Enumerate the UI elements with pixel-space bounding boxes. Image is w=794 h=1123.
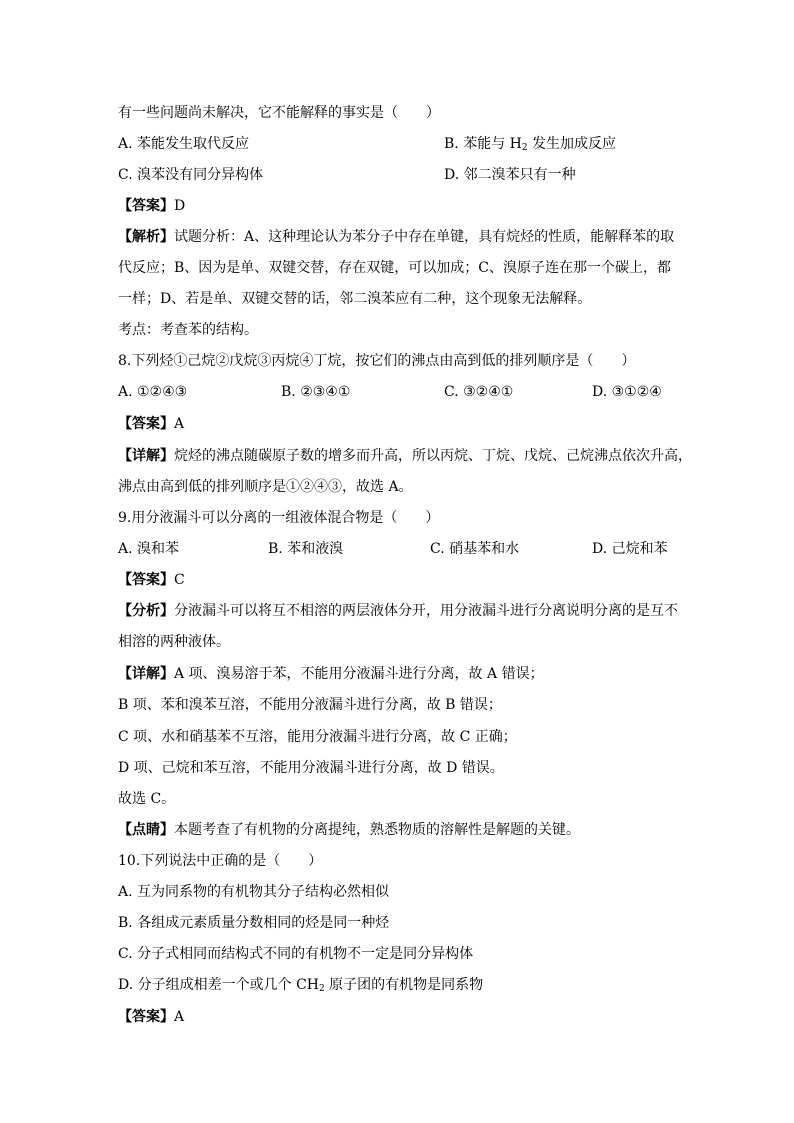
answer-tag: 【答案】 [118,416,174,432]
q9-detail-line-3: C 项、水和硝基苯不互溶，能用分液漏斗进行分离，故 C 正确； [118,729,517,745]
q7-option-a: A. 苯能发生取代反应 [118,136,250,152]
q8-option-a: A. ①②④③ [118,384,188,400]
q10-stem: 10.下列说法中正确的是（ ） [118,853,323,869]
q9-option-c: C. 硝基苯和水 [430,541,520,557]
q10-option-d: D. 分子组成相差一个或几个 $CH_2$ 原子团的有机物是同系物 [118,977,484,994]
q7-analysis-line-2: 代反应；B、因为是单、双键交替，存在双键，可以加成；C、溴原子连在那一个碳上，都 [118,260,671,276]
q9-analysis-line-1: 【分析】分液漏斗可以将互不相溶的两层液体分开，用分液漏斗进行分离说明分离的是互不 [118,603,678,619]
q8-options [118,381,678,403]
q9-stem: 9.用分液漏斗可以分离的一组液体混合物是（ ） [118,510,440,526]
q9-option-b: B. 苯和液溴 [268,541,344,557]
answer-value: A [174,1009,185,1025]
analysis-tag: 【解析】 [118,229,174,245]
q8-option-d: D. ③①②④ [592,384,662,400]
answer-value: C [174,572,185,588]
q10-option-a: A. 互为同系物的有机物其分子结构必然相似 [118,884,390,900]
analysis-tag: 【分析】 [118,603,174,619]
q9-analysis-line-2: 相溶的两种液体。 [118,634,230,650]
q7-options-row-2 [118,164,678,186]
q10-answer [118,1006,678,1028]
detail-tag: 【详解】 [118,448,174,464]
q9-detail-line-2: B 项、苯和溴苯互溶，不能用分液漏斗进行分离，故 B 错误； [118,697,502,713]
answer-tag: 【答案】 [118,1009,174,1025]
answer-tag: 【答案】 [118,198,174,214]
q9-answer [118,569,678,591]
detail-tag: 【详解】 [118,666,174,682]
answer-value: D [174,198,186,214]
q7-analysis-line-3: 一样；D、若是单、双键交替的话，邻二溴苯应有二种，这个现象无法解释。 [118,291,592,307]
q8-option-b: B. ②③④① [281,384,351,400]
q8-answer [118,413,678,435]
answer-tag: 【答案】 [118,572,174,588]
q9-conclusion: 故选 C。 [118,791,176,807]
q10-option-c: C. 分子式相同而结构式不同的有机物不一定是同分异构体 [118,946,474,962]
q9-options [118,538,678,560]
q7-analysis-line-1: 【解析】试题分析：A、这种理论认为苯分子中存在单键，具有烷烃的性质，能解释苯的取 [118,229,675,245]
q9-comment: 【点睛】本题考查了有机物的分离提纯，熟悉物质的溶解性是解题的关键。 [118,822,580,838]
q9-detail-line-4: D 项、己烷和苯互溶，不能用分液漏斗进行分离，故 D 错误。 [118,760,504,776]
q8-detail-line-2: 沸点由高到低的排列顺序是①②④③，故选 A。 [118,479,413,495]
q7-options-row-1 [118,133,678,155]
q8-detail-line-1: 【详解】烷烃的沸点随碳原子数的增多而升高，所以丙烷、丁烷、戊烷、己烷沸点依次升高， [118,448,692,464]
q9-detail-line-1: 【详解】A 项、溴易溶于苯，不能用分液漏斗进行分离，故 A 错误； [118,666,544,682]
q8-option-c: C. ③②④① [444,384,514,400]
q10-option-b: B. 各组成元素质量分数相同的烃是同一种烃 [118,915,390,931]
answer-value: A [174,416,185,432]
comment-tag: 【点睛】 [118,822,174,838]
q7-kaodian: 考点：考查苯的结构。 [118,322,258,338]
q7-option-c: C. 溴苯没有同分异构体 [118,167,264,183]
q7-answer [118,195,678,217]
q7-stem-tail: 有一些问题尚未解决，它不能解释的事实是（ ） [118,105,440,121]
q9-option-a: A. 溴和苯 [118,541,180,557]
q7-option-d: D. 邻二溴苯只有一种 [444,167,576,183]
q8-stem: 8.下列烃①己烷②戊烷③丙烷④丁烷，按它们的沸点由高到低的排列顺序是（ ） [118,353,636,369]
q9-option-d: D. 己烷和苯 [592,541,668,557]
q7-option-b: B. 苯能与 $H_2$ 发生加成反应 [444,136,617,153]
